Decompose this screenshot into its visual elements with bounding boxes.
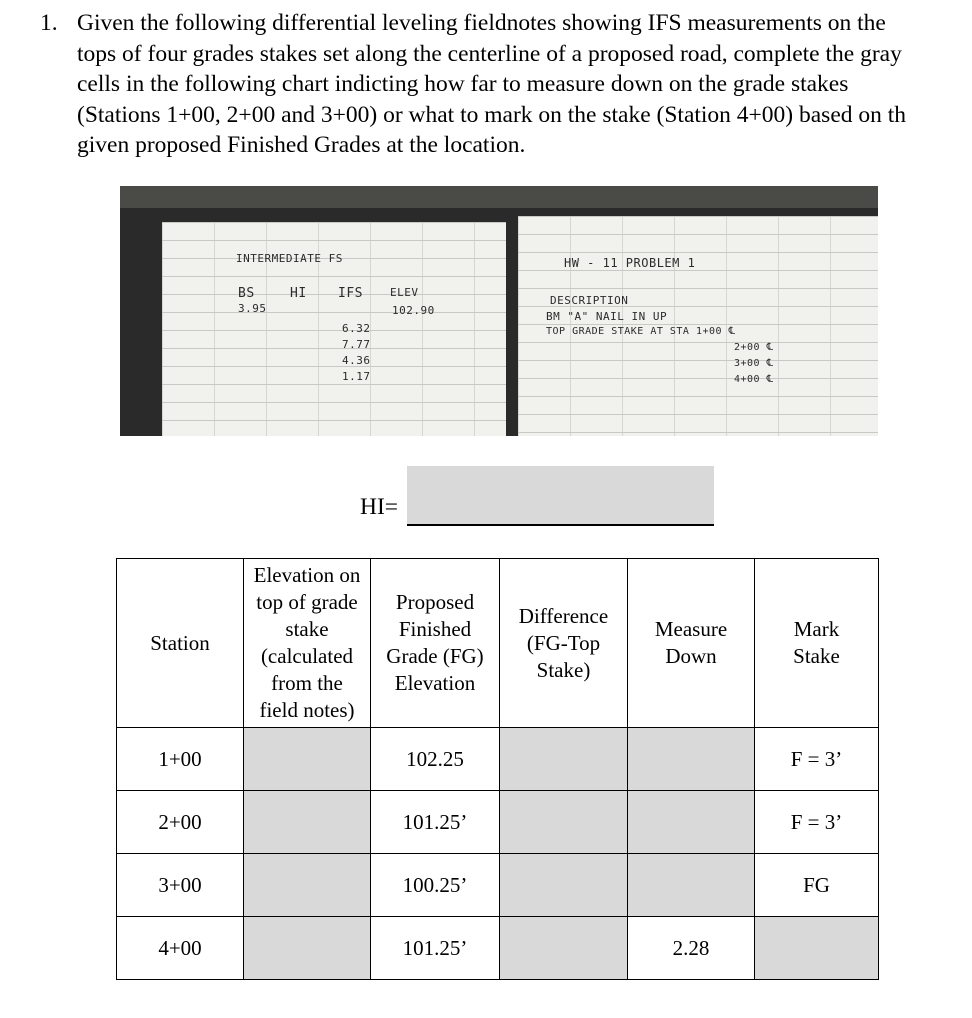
finished-grade-cell: 100.25’ bbox=[371, 854, 500, 917]
station-cell: 2+00 bbox=[117, 791, 244, 854]
header-top-elevation: Elevation on top of grade stake (calculated from the field notes) bbox=[244, 559, 371, 728]
measure-down-cell[interactable] bbox=[628, 791, 755, 854]
table-row bbox=[117, 791, 879, 854]
fieldnotes-photo bbox=[120, 186, 878, 436]
table-row bbox=[117, 728, 879, 791]
finished-grade-cell: 101.25’ bbox=[371, 791, 500, 854]
col-hi: HI bbox=[290, 286, 307, 301]
difference-cell[interactable] bbox=[500, 791, 628, 854]
grade-stake-table bbox=[116, 558, 879, 980]
problem-line: Given the following differential leveling fieldnotes showing IFS measurements on the bbox=[77, 10, 886, 36]
hi-answer-box[interactable] bbox=[407, 466, 714, 526]
problem-line: tops of four grades stakes set along the centerline of a proposed road, complete the gray bbox=[77, 40, 902, 67]
station-cell: 4+00 bbox=[117, 917, 244, 980]
col-bs: BS bbox=[238, 286, 255, 301]
header-measure-down: Measure Down bbox=[628, 559, 755, 728]
top-grade-description: TOP GRADE STAKE AT STA 1+00 ℄ bbox=[546, 326, 736, 337]
header-station: Station bbox=[117, 559, 244, 728]
mark-stake-cell[interactable] bbox=[755, 917, 879, 980]
station-cell: 1+00 bbox=[117, 728, 244, 791]
problem-number: 1. bbox=[40, 10, 58, 36]
ditto-row: 2+00 ℄ bbox=[734, 342, 774, 353]
elev-value: 102.90 bbox=[392, 304, 435, 317]
problem-line: cells in the following chart indicting how far to measure down on the grade stakes bbox=[77, 71, 849, 97]
header-mark-stake: Mark Stake bbox=[755, 559, 879, 728]
finished-grade-cell: 101.25’ bbox=[371, 917, 500, 980]
hi-label: HI= bbox=[360, 494, 399, 520]
finished-grade-cell: 102.25 bbox=[371, 728, 500, 791]
top-elevation-cell[interactable] bbox=[244, 854, 371, 917]
station-cell: 3+00 bbox=[117, 854, 244, 917]
table-row bbox=[117, 917, 879, 980]
top-elevation-cell[interactable] bbox=[244, 917, 371, 980]
ifs-value: 6.32 bbox=[342, 322, 371, 335]
problem-line: (Stations 1+00, 2+00 and 3+00) or what to mark on the stake (Station 4+00) based on th bbox=[77, 101, 907, 128]
measure-down-cell[interactable] bbox=[628, 854, 755, 917]
right-page-title: HW - 11 PROBLEM 1 bbox=[564, 256, 696, 270]
ditto-row: 4+00 ℄ bbox=[734, 374, 774, 385]
mark-stake-cell: F = 3’ bbox=[755, 791, 879, 854]
mark-stake-cell: FG bbox=[755, 854, 879, 917]
top-elevation-cell[interactable] bbox=[244, 728, 371, 791]
problem-line: given proposed Finished Grades at the location. bbox=[77, 132, 526, 158]
header-difference: Difference (FG-Top Stake) bbox=[500, 559, 628, 728]
col-ifs: IFS bbox=[338, 286, 363, 301]
ifs-value: 4.36 bbox=[342, 354, 371, 367]
left-page-title: INTERMEDIATE FS bbox=[236, 252, 343, 265]
table-row bbox=[117, 854, 879, 917]
col-elev: ELEV bbox=[390, 286, 419, 299]
difference-cell[interactable] bbox=[500, 728, 628, 791]
header-finished-grade: Proposed Finished Grade (FG) Elevation bbox=[371, 559, 500, 728]
measure-down-cell: 2.28 bbox=[628, 917, 755, 980]
ifs-value: 1.17 bbox=[342, 370, 371, 383]
notebook-left-page bbox=[162, 222, 506, 436]
photo-top-edge bbox=[120, 186, 878, 208]
ifs-value: 7.77 bbox=[342, 338, 371, 351]
difference-cell[interactable] bbox=[500, 917, 628, 980]
measure-down-cell[interactable] bbox=[628, 728, 755, 791]
top-elevation-cell[interactable] bbox=[244, 791, 371, 854]
ditto-row: 3+00 ℄ bbox=[734, 358, 774, 369]
description-label: DESCRIPTION bbox=[550, 294, 629, 307]
table-header-row bbox=[117, 559, 879, 728]
bs-value: 3.95 bbox=[238, 302, 267, 315]
difference-cell[interactable] bbox=[500, 854, 628, 917]
notebook-right-page bbox=[518, 216, 878, 436]
bm-description: BM "A" NAIL IN UP bbox=[546, 310, 668, 323]
mark-stake-cell: F = 3’ bbox=[755, 728, 879, 791]
